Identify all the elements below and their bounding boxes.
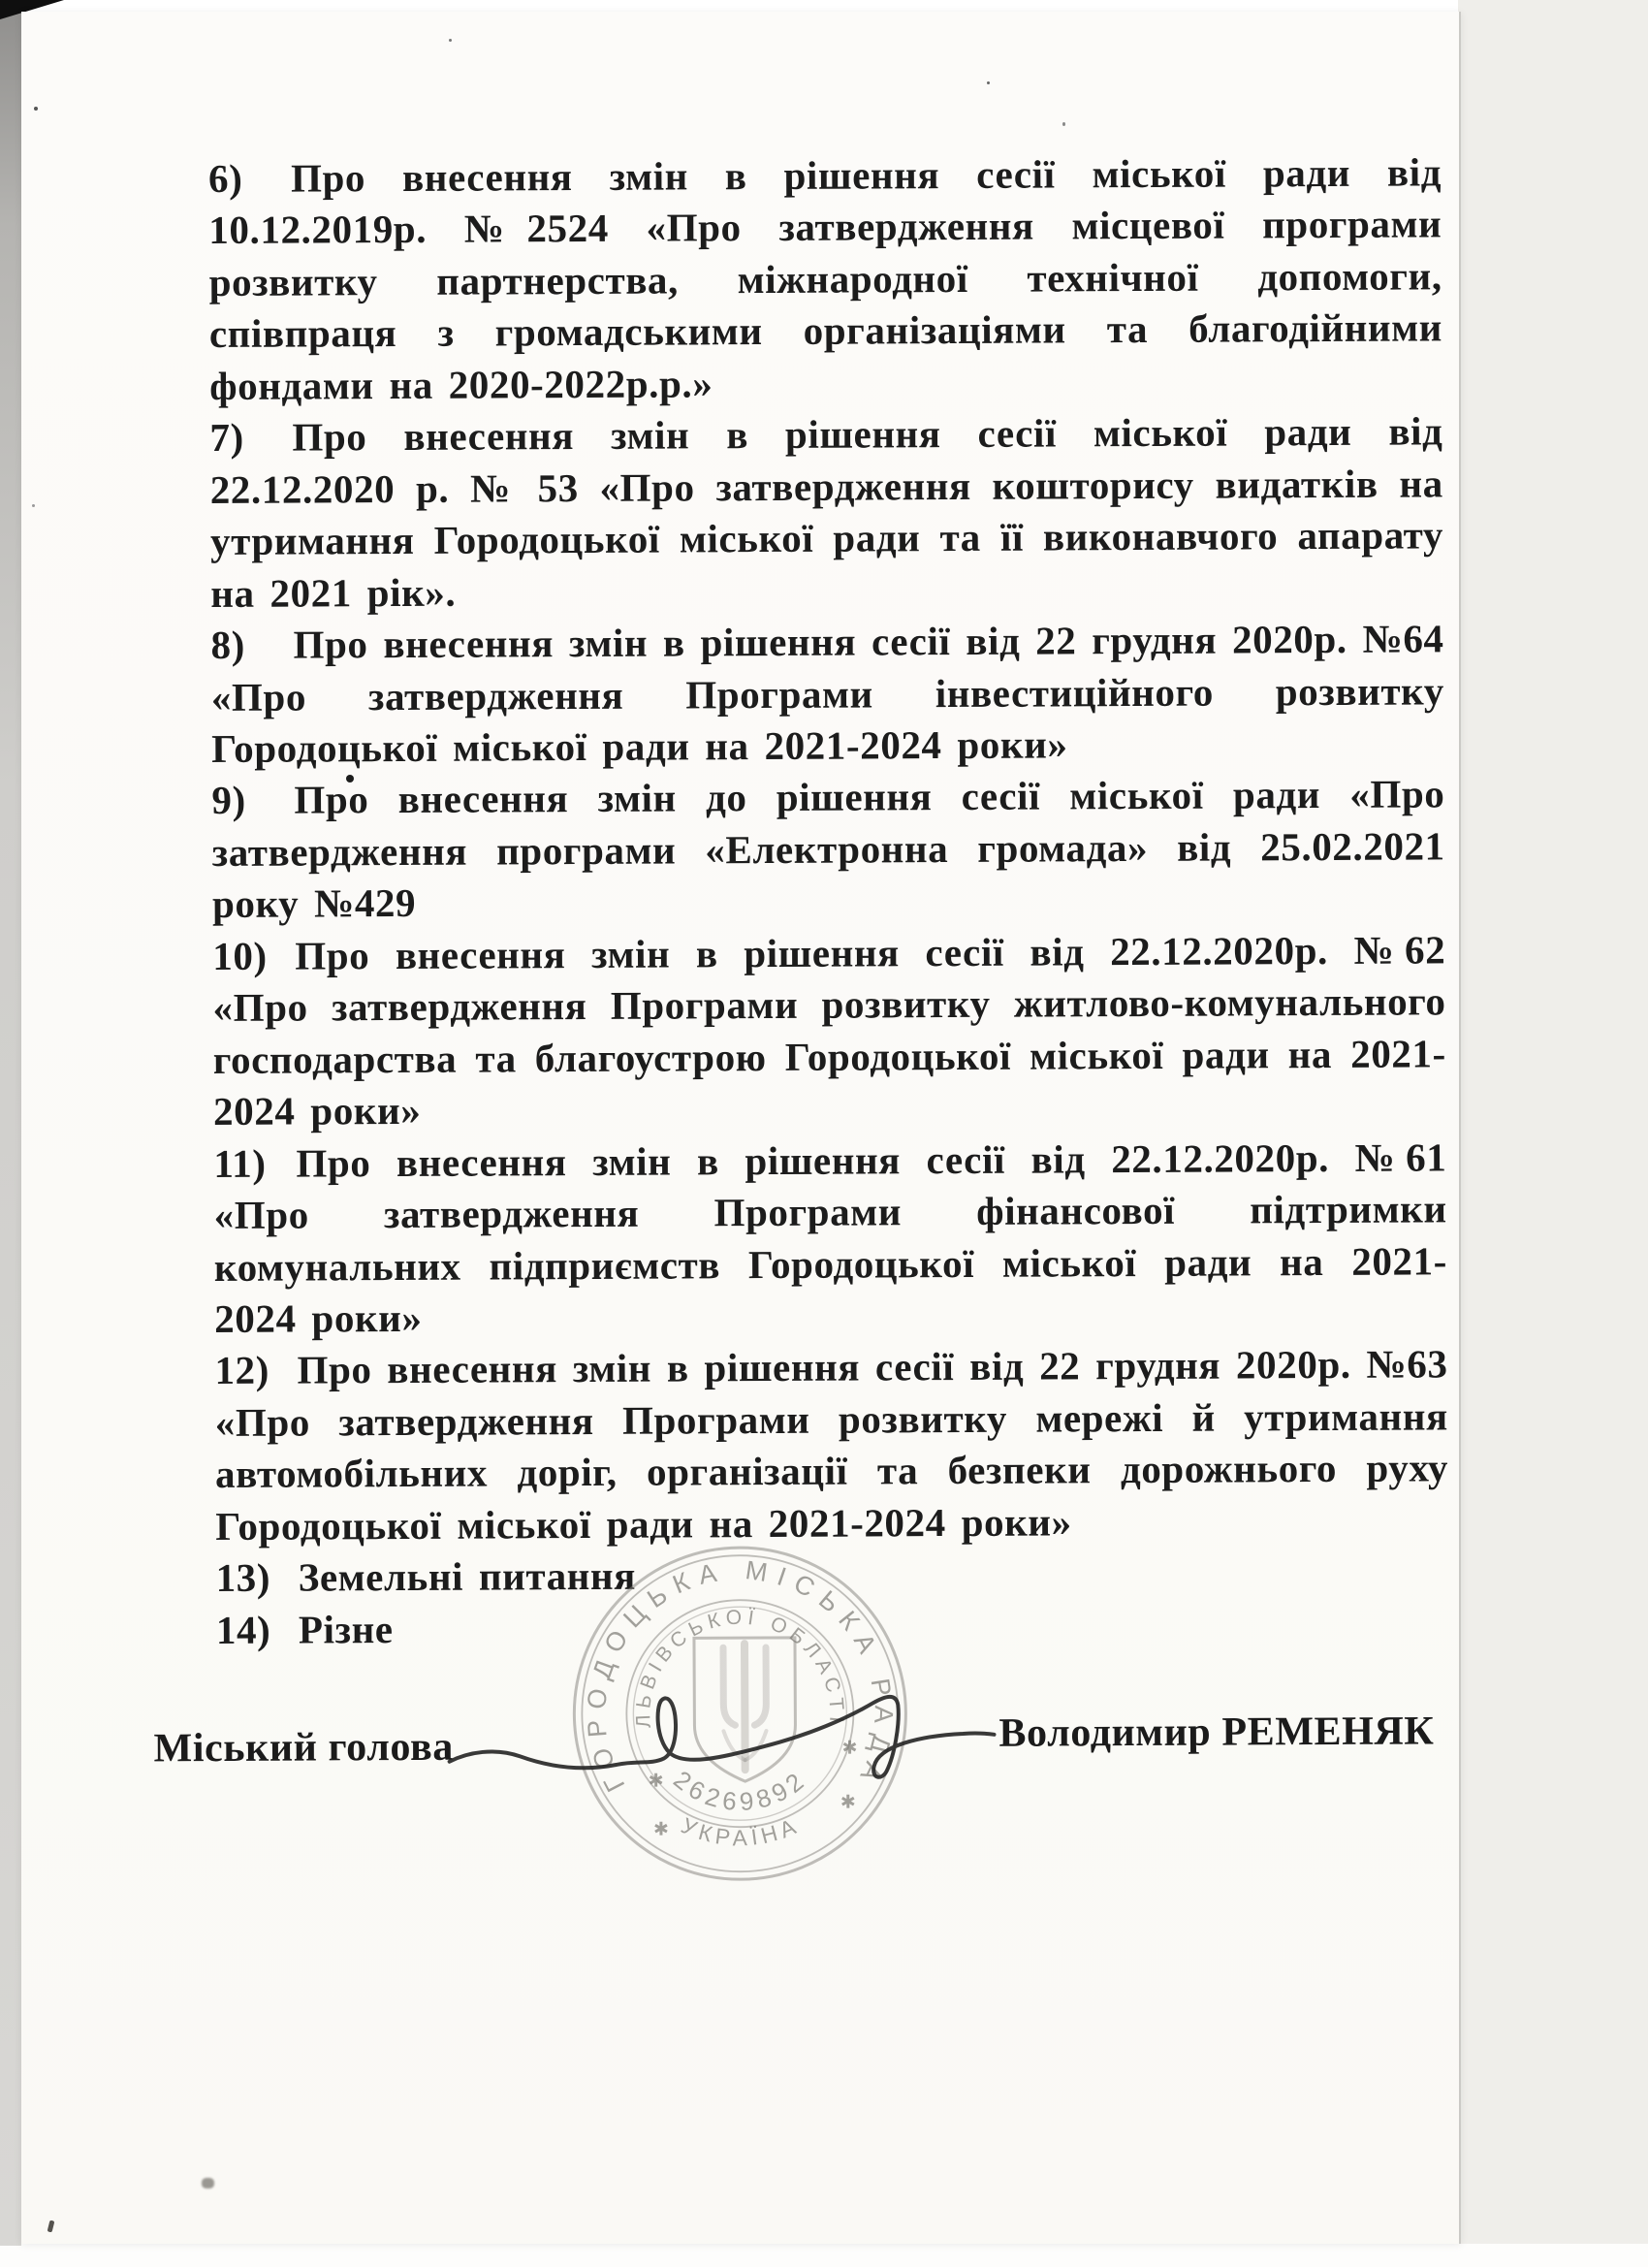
item-text: Різне xyxy=(298,1606,394,1652)
item-number: 9) xyxy=(211,778,246,823)
handwritten-signature xyxy=(434,1674,1017,1803)
stamp-code: 26269892 xyxy=(668,1764,813,1817)
item-number: 11) xyxy=(213,1140,267,1186)
stamp-country: УКРАЇНА xyxy=(678,1811,805,1851)
item-text: Земельні питання xyxy=(298,1552,637,1600)
stamp-outer-text: ГОРОДОЦЬКА МІСЬКА РАДА xyxy=(581,1555,899,1797)
stamp-star-icon: ✱ xyxy=(652,1819,669,1840)
item-text: Про внесення змін до рішення сесії міської ради «Про затвердження програми «Електронна громада» від 25.02.2021 року №429 xyxy=(211,771,1445,927)
item-number: 10) xyxy=(212,933,268,978)
item-number: 12) xyxy=(214,1348,270,1393)
agenda-item xyxy=(208,146,1442,412)
item-text: Про внесення змін в рішення сесії міської ради від 10.12.2019р. №2524 «Про затвердження місцевої програми розвитку партнерства, міжнародної технічної допомоги, співпраця з громадськими організаціями та благодійними фондами на 2020-2022р.р.» xyxy=(208,149,1443,408)
agenda-item xyxy=(209,406,1443,620)
item-text: Про внесення змін в рішення сесії міської ради від 22.12.2020 р. № 53 «Про затвердження кошторису видатків на утримання Городоцької міської ради та її виконавчого апарату на 2021 рік». xyxy=(209,408,1444,616)
stamp-region-text: ЛЬВІВСЬКОЇ ОБЛАСТІ xyxy=(632,1606,848,1729)
agenda-item xyxy=(211,769,1445,931)
item-number: 7) xyxy=(209,415,244,461)
item-number: 13) xyxy=(215,1554,271,1601)
item-text: Про внесення змін в рішення сесії від 22 грудня 2020р. №63 «Про затвердження Програми розвитку мережі й утримання автомобільних доріг, організації та безпеки дорожнього руху Городоцької міської ради на 2021-2024 роки» xyxy=(214,1341,1449,1549)
agenda-item xyxy=(212,924,1446,1137)
stamp-star-icon: ✱ xyxy=(841,1738,858,1759)
stamp-star-icon: ✱ xyxy=(648,1771,664,1792)
signature-stroke xyxy=(449,1696,994,1779)
svg-text:УКРАЇНА xyxy=(678,1812,804,1851)
stamp-star-icon: ✱ xyxy=(840,1792,856,1813)
item-number: 6) xyxy=(207,155,243,202)
item-text: Про внесення змін в рішення сесії від 22.12.2020р. №61 «Про затвердження Програми фінансової підтримки комунальних підприємств Городоцької міської ради на 2021-2024 роки» xyxy=(213,1134,1448,1341)
agenda-item xyxy=(213,1132,1447,1345)
agenda-item xyxy=(210,613,1444,775)
signature-title: Міський голова xyxy=(153,1724,455,1772)
agenda-list xyxy=(208,146,1449,1656)
item-number: 8) xyxy=(210,622,246,668)
item-text: Про внесення змін в рішення сесії від 22.12.2020р. №62 «Про затвердження Програми розвитку житлово-комунального господарства та благоустрою Городоцької міської ради на 2021-2024 роки» xyxy=(212,927,1446,1134)
item-text: Про внесення змін в рішення сесії від 22 грудня 2020р. №64 «Про затвердження Програми інвестиційного розвитку Городоцької міської ради на 2021-2024 роки» xyxy=(210,616,1444,772)
item-number: 14) xyxy=(215,1607,271,1652)
agenda-item xyxy=(214,1339,1448,1552)
signatory-name: Володимир РЕМЕНЯК xyxy=(998,1709,1435,1756)
